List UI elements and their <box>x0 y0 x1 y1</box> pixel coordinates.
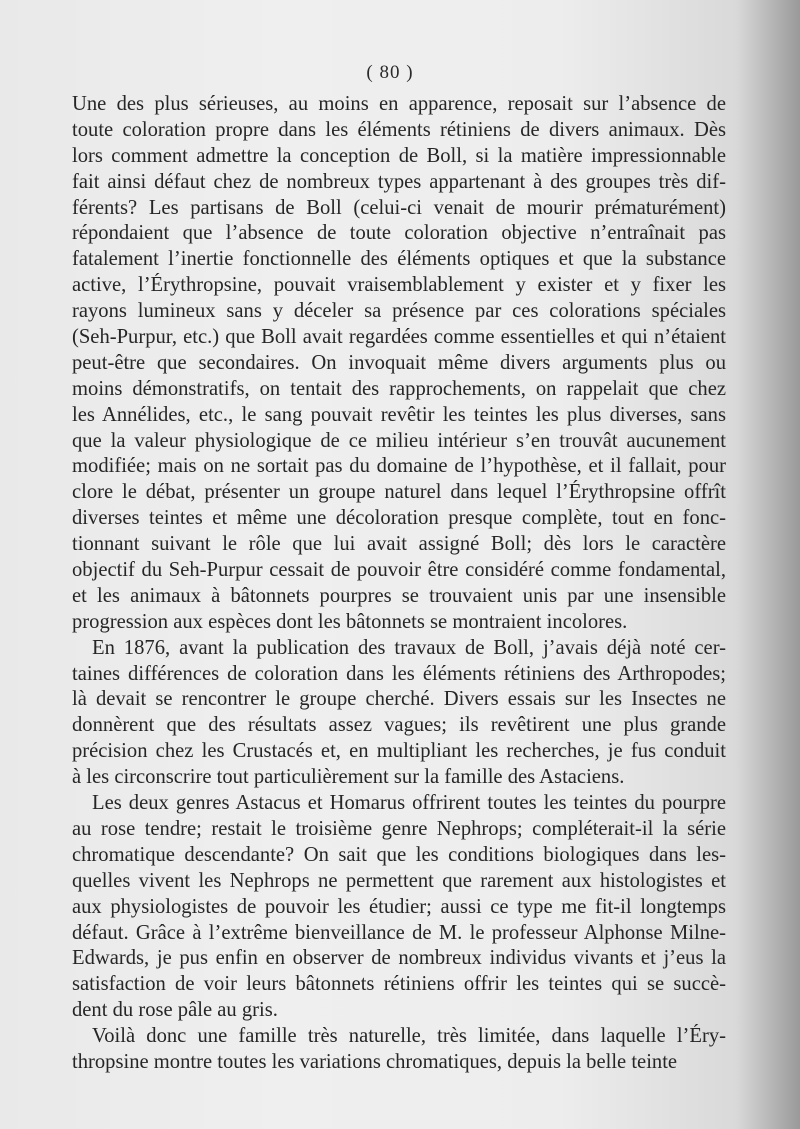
text-line: les Annélides, etc., le sang pouvait revêtir les teintes les plus diverses, sans <box>72 403 726 426</box>
text-line: fait ainsi défaut chez de nombreux types appartenant à des groupes très dif- <box>72 170 726 193</box>
text-line: aux physiologistes de pouvoir les étudier; aussi ce type me fit-il longtemps <box>72 895 726 918</box>
paragraph-1 <box>72 92 726 636</box>
text-line: que la valeur physiologique de ce milieu intérieur s’en trouvât aucunement <box>72 429 726 452</box>
text-line: modifiée; mais on ne sortait pas du domaine de l’hypothèse, et il fallait, pour <box>72 455 726 478</box>
text-line: clore le débat, présenter un groupe naturel dans lequel l’Érythropsine offrît <box>72 481 726 504</box>
text-line: là devait se rencontrer le groupe cherché. Divers essais sur les Insectes ne <box>72 688 726 711</box>
paragraph-3 <box>72 791 726 1024</box>
page-number: ( 80 ) <box>366 62 414 83</box>
text-line: thropsine montre toutes les variations chromatiques, depuis la belle teinte <box>72 1050 678 1073</box>
text-line: active, l’Érythropsine, pouvait vraisemblablement y exister et y fixer les <box>72 274 726 297</box>
text-line: fatalement l’inertie fonctionnelle des éléments optiques et que la substance <box>72 248 726 271</box>
text-line: Edwards, je pus enfin en observer de nombreux individus vivants et j’eus la <box>72 947 726 970</box>
text-line: objectif du Seh-Purpur cessait de pouvoir être considéré comme fondamental, <box>72 559 726 582</box>
text-line: toute coloration propre dans les éléments rétiniens de divers animaux. Dès <box>72 118 726 141</box>
text-line: diverses teintes et même une décoloration presque complète, tout en fonc- <box>72 507 726 530</box>
text-line: quelles vivent les Nephrops ne permettent que rarement aux histologistes et <box>72 869 726 892</box>
text-line: (Seh-Purpur, etc.) que Boll avait regardées comme essentielles et qui n’étaient <box>72 326 726 349</box>
text-line: tionnant suivant le rôle que lui avait assigné Boll; dès lors le caractère <box>72 533 726 556</box>
text-line: répondaient que l’absence de toute coloration objective n’entraînait pas <box>72 222 726 245</box>
paragraph-2 <box>72 636 726 791</box>
text-line: et les animaux à bâtonnets pourpres se trouvaient unis par une insensible <box>72 584 726 607</box>
text-line: Voilà donc une famille très naturelle, très limitée, dans laquelle l’Éry- <box>92 1025 726 1048</box>
paragraph-4 <box>72 1024 726 1076</box>
text-line: satisfaction de voir leurs bâtonnets rétiniens offrir les teintes qui se succè- <box>72 973 726 996</box>
text-line: chromatique descendante? On sait que les conditions biologiques dans les- <box>72 843 726 866</box>
text-line: défaut. Grâce à l’extrême bienveillance de M. le professeur Alphonse Milne- <box>72 921 726 944</box>
text-line: précision chez les Crustacés et, en multipliant les recherches, je fus conduit <box>72 740 726 763</box>
text-line: Une des plus sérieuses, au moins en apparence, reposait sur l’absence de <box>72 93 726 115</box>
text-line: taines différences de coloration dans les éléments rétiniens des Arthropodes; <box>72 662 726 685</box>
text-line: moins démonstratifs, on tentait des rapprochements, on rappelait que chez <box>72 377 726 400</box>
body-text <box>72 92 726 1076</box>
text-line: férents? Les partisans de Boll (celui-ci venait de mourir prématurément) <box>72 196 726 219</box>
text-line: Les deux genres Astacus et Homarus offrirent toutes les teintes du pourpre <box>92 792 726 815</box>
text-line: au rose tendre; restait le troisième genre Nephrops; compléterait-il la série <box>72 817 726 840</box>
text-line: donnèrent que des résultats assez vagues; ils revêtirent une plus grande <box>72 714 726 737</box>
text-line: à les circonscrire tout particulièrement sur la famille des Astaciens. <box>72 766 625 789</box>
text-line: peut-être que secondaires. On invoquait même divers arguments plus ou <box>72 351 726 374</box>
text-line: progression aux espèces dont les bâtonnets se montraient incolores. <box>72 610 628 633</box>
text-line: En 1876, avant la publication des travaux de Boll, j’avais déjà noté cer- <box>92 636 726 659</box>
text-line: rayons lumineux sans y déceler sa présence par ces colorations spéciales <box>72 300 726 323</box>
text-line: dent du rose pâle au gris. <box>72 999 278 1022</box>
text-line: lors comment admettre la conception de Boll, si la matière impressionnable <box>72 144 726 167</box>
